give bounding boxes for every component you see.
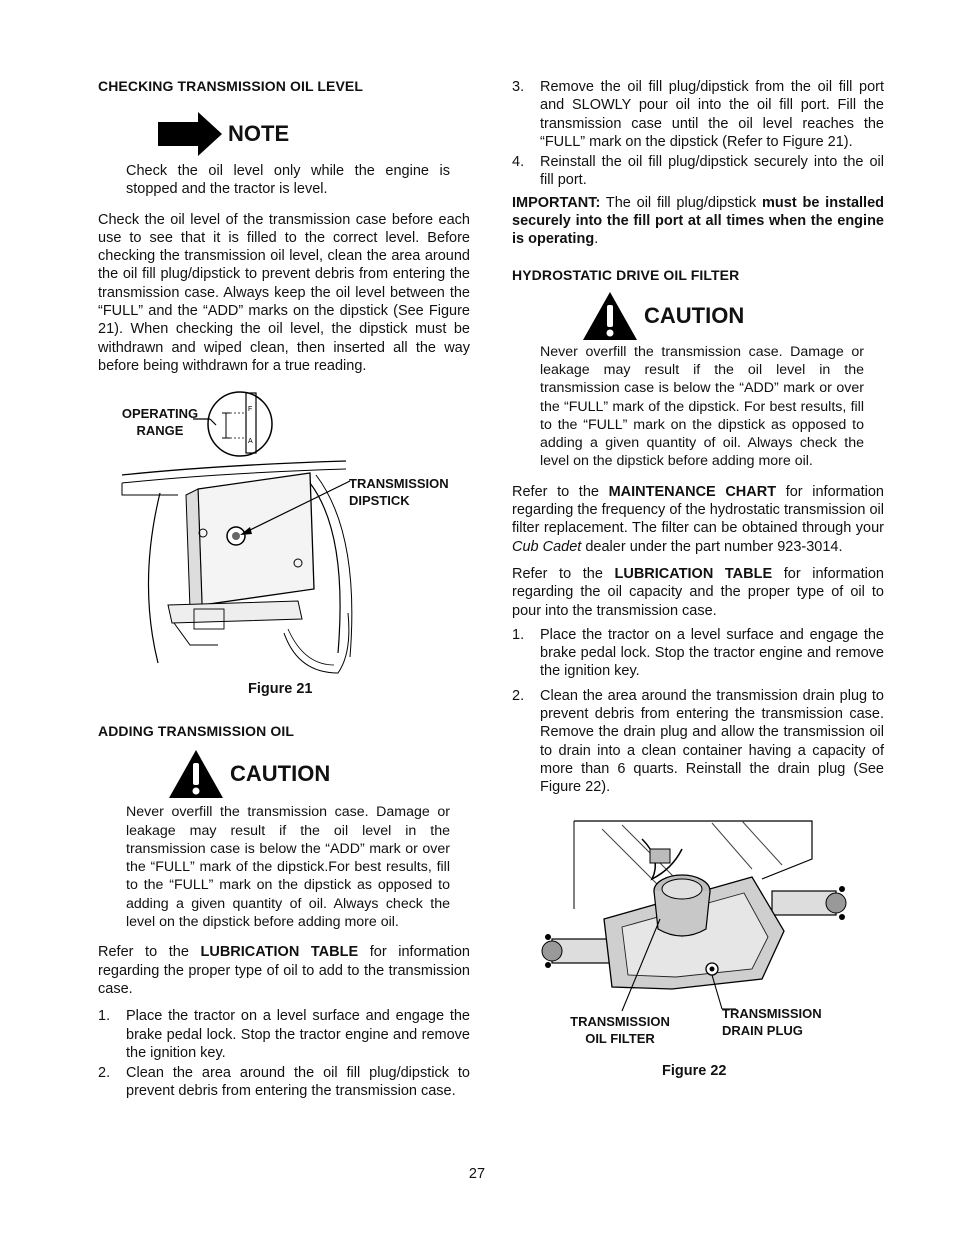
heading-adding-oil: ADDING TRANSMISSION OIL [98,723,294,740]
figure-21-caption: Figure 21 [248,681,313,698]
mark-full: F [248,406,253,414]
caution-banner-left [168,749,470,799]
list-item: 2. Clean the area around the transmission drain plug to prevent debris from entering the transmission case. Remove the drain plug and allow the transmission oil to drain into a clean container having a capacity of more than 6 quarts. Reinstall the drain plug (See Figure 22). [512,687,884,796]
caution-text-right: Never overfill the transmission case. Damage or leakage may result if the oil level in the transmission case is below the “ADD” mark or over the “FULL” mark of the dipstick. For best results, fill to the “FULL” mark on the dipstick as opposed to adding a given quantity of oil. Always check the level on the dipstick before adding more oil. [540,343,864,470]
caution-text-left: Never overfill the transmission case. Damage or leakage may result if the oil level in the transmission case is below the “ADD” mark or over the “FULL” mark of the dipstick.For best results, fill to the “FULL” mark on the dipstick as opposed to adding a given quantity of oil. Always check the level on the dipstick before adding more oil. [126,804,450,931]
label-operating-range: OPERATING RANGE [121,406,199,439]
label-transmission-oil-filter: TRANSMISSION OIL FILTER [570,1013,670,1046]
list-item: 1. Place the tractor on a level surface and engage the brake pedal lock. Stop the tractor engine and remove the ignition key. [98,1008,470,1061]
warning-icon [168,749,224,799]
para-check-oil: Check the oil level of the transmission case before each use to see that it is filled to the correct level. Before checking the transmission oil level, clean the area around the oil fill plug/dipstick to prevent debris from entering the transmission case. Always keep the oil level between the “FULL” and the “ADD” marks on the dipstick (See Figure 21). When checking the oil level, the dipstick must be withdrawn and wiped clean, then inserted all the way before being withdrawn for a true reading. [98,211,470,374]
note-text: Check the oil level only while the engine is stopped and the tractor is level. [126,163,450,198]
transmission-dipstick-illustration [98,383,470,683]
left-column [98,78,470,1101]
figure-22 [512,819,884,1109]
list-item: 2. Clean the area around the oil fill plug/dipstick to prevent debris from entering the transmission case. [98,1065,470,1100]
note-banner [158,112,470,156]
heading-oil-filter: HYDROSTATIC DRIVE OIL FILTER [512,266,740,283]
important-note: IMPORTANT: The oil fill plug/dipstick must be installed securely into the fill port at all times when the engine is operating. [512,194,885,248]
refer-lubrication-left: Refer to the LUBRICATION TABLE for information regarding the proper type of oil to add to the transmission case. [98,944,470,997]
list-item: 3. Remove the oil fill plug/dipstick from the oil fill port and SLOWLY pour oil into the oil fill port. Fill the transmission case until the oil level reaches the “FULL” mark on the dipstick (Refer to Figure 21). [512,79,884,150]
refer-maintenance-chart: Refer to the MAINTENANCE CHART for information regarding the frequency of the hydrostatic transmission oil filter replacement. The filter can be obtained through your Cub Cadet dealer under the part number 923-3014. [512,483,884,555]
heading-checking-oil: CHECKING TRANSMISSION OIL LEVEL [98,78,363,94]
steps-right-top [512,78,884,190]
right-column [512,78,884,1109]
warning-icon [582,291,638,341]
mark-add: A [248,438,253,446]
page-number: 27 [468,1166,486,1182]
figure-21 [98,383,470,705]
figure-22-caption: Figure 22 [662,1062,727,1079]
arrow-icon [158,112,222,156]
steps-left [98,1007,470,1100]
label-transmission-drain-plug: TRANSMISSION DRAIN PLUG [722,1005,822,1038]
list-item: 4. Reinstall the oil fill plug/dipstick securely into the oil fill port. [512,154,884,189]
list-item: 1. Place the tractor on a level surface and engage the brake pedal lock. Stop the tractor engine and remove the ignition key. [512,626,884,680]
label-transmission-dipstick: TRANSMISSION DIPSTICK [349,476,449,509]
note-label: NOTE [228,121,290,146]
caution-label-left: CAUTION [230,761,331,787]
refer-lubrication-right: Refer to the LUBRICATION TABLE for information regarding the oil capacity and the proper type of oil to pour into the transmission case. [512,565,884,619]
caution-banner-right [582,291,884,341]
steps-right-bottom [512,626,884,797]
caution-label-right: CAUTION [644,302,745,328]
